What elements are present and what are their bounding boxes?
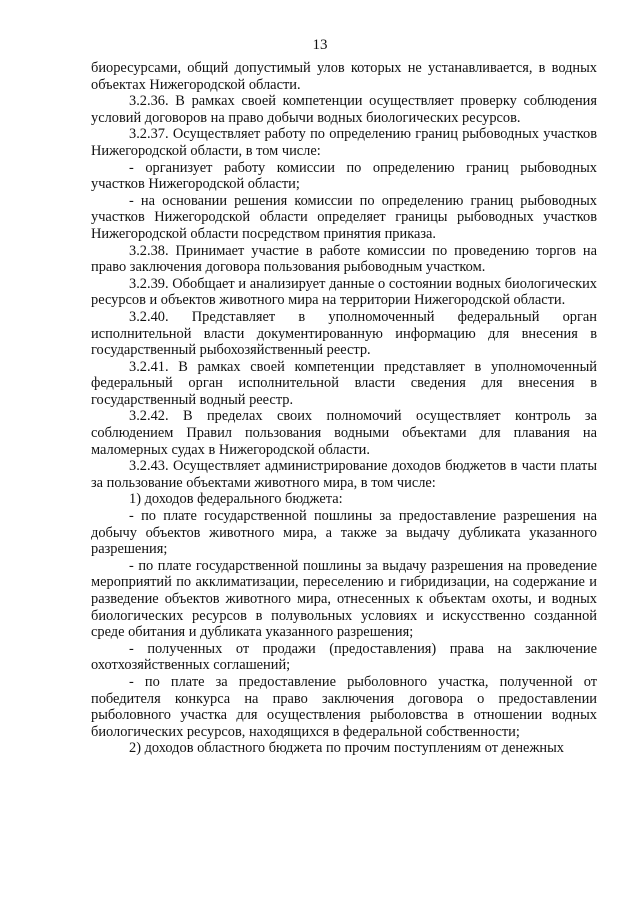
paragraph-3-2-38: 3.2.38. Принимает участие в работе комиссии по проведению торгов на право заключения договора пользования рыбоводным участком. [91,242,597,276]
list-item: - по плате за предоставление рыболовного участка, полученной от победителя конкурса на право заключения договора о предоставлении рыболовного участка для осуществления рыболовства в отношении водных биологических ресурсов, находящихся в федеральной собственности; [91,673,597,740]
list-item: - полученных от продажи (предоставления) права на заключение охотхозяйственных соглашений; [91,640,597,674]
sub-heading-federal-budget: 1) доходов федерального бюджета: [129,491,343,508]
list-item: - по плате государственной пошлины за предоставление разрешения на добычу объектов животного мира, а также за выдачу дубликата указанного разрешения; [91,508,597,558]
paragraph-3-2-36: 3.2.36. В рамках своей компетенции осуществляет проверку соблюдения условий договоров на право добычи водных биологических ресурсов. [91,93,597,126]
page-number: 13 [312,37,328,53]
paragraph-continuation: биоресурсами, общий допустимый улов которых не устанавливается, в водных объектах Нижегородской области. [91,60,597,93]
paragraph-3-2-40: 3.2.40. Представляет в уполномоченный федеральный орган исполнительной власти документированную информацию для внесения в государственный рыбохозяйственный реестр. [91,308,597,359]
list-item: - на основании решения комиссии по определению границ рыбоводных участков Нижегородской области определяет границы рыбоводных участков Нижегородской области посредством принятия приказа. [91,192,597,242]
sub-heading-regional-budget: 2) доходов областного бюджета по прочим поступлениям от денежных [129,740,564,757]
paragraph-3-2-43: 3.2.43. Осуществляет администрирование доходов бюджетов в части платы за пользование объектами животного мира, в том числе: [91,458,597,491]
paragraph-3-2-41: 3.2.41. В рамках своей компетенции представляет в уполномоченный федеральный орган исполнительной власти сведения для внесения в государственный водный реестр. [91,358,597,408]
list-item: - по плате государственной пошлины за выдачу разрешения на проведение мероприятий по акклиматизации, переселению и гибридизации, на содержание и разведение объектов животного мира, отнесенных к объектам охоты, и водных биологических ресурсов в полувольных условиях и искусственно созданной среде обитания и дубликата указанного разрешения; [91,557,597,641]
paragraph-3-2-42: 3.2.42. В пределах своих полномочий осуществляет контроль за соблюдением Правил пользования водными объектами для плавания на маломерных судах в Нижегородской области. [91,408,597,458]
paragraph-3-2-37: 3.2.37. Осуществляет работу по определению границ рыбоводных участков Нижегородской области, в том числе: [91,126,597,159]
document-body [91,60,597,757]
list-item: - организует работу комиссии по определению границ рыбоводных участков Нижегородской области; [91,159,597,193]
paragraph-3-2-39: 3.2.39. Обобщает и анализирует данные о состоянии водных биологических ресурсов и объектов животного мира на территории Нижегородской области. [91,275,597,309]
